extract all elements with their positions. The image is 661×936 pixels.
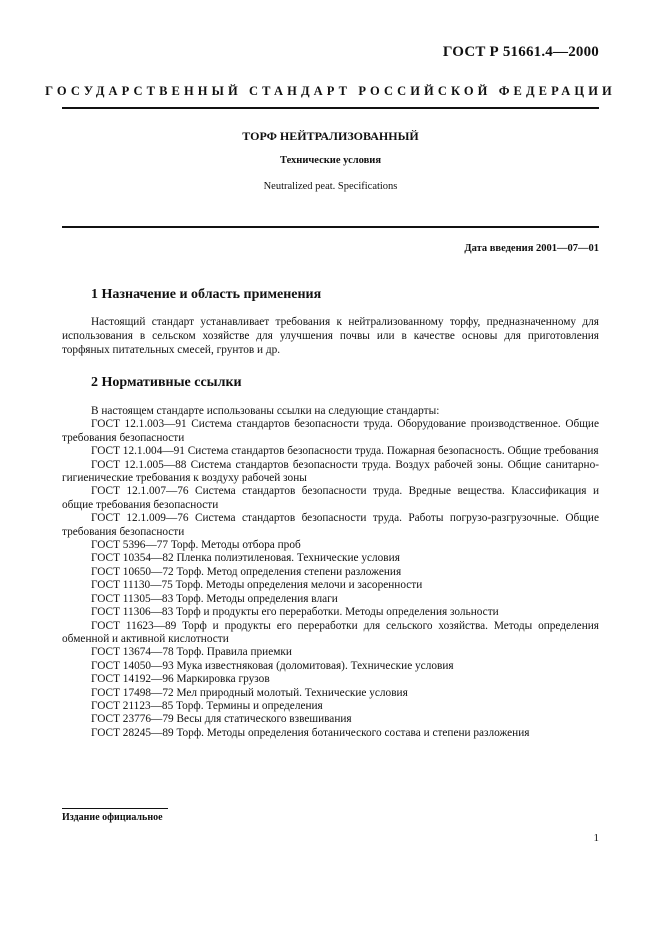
page-number: 1	[593, 832, 599, 844]
introduction-date: Дата введения 2001—07—01	[464, 243, 599, 254]
reference-item: ГОСТ 12.1.005—88 Система стандартов безопасности труда. Воздух рабочей зоны. Общие санитарно-гигиенические требования к воздуху рабочей зоны	[62, 458, 599, 485]
reference-item: ГОСТ 11130—75 Торф. Методы определения мелочи и засоренности	[91, 579, 423, 592]
reference-item: ГОСТ 14050—93 Мука известняковая (доломитовая). Технические условия	[91, 659, 454, 672]
top-divider	[62, 107, 599, 109]
document-title-english: Neutralized peat. Specifications	[263, 181, 398, 192]
reference-item: ГОСТ 13674—78 Торф. Правила приемки	[91, 646, 292, 659]
footer-divider	[62, 808, 168, 809]
section-1-heading: 1 Назначение и область применения	[91, 287, 322, 302]
reference-item: ГОСТ 14192—96 Маркировка грузов	[91, 673, 270, 686]
reference-item: ГОСТ 28245—89 Торф. Методы определения ботанического состава и степени разложения	[91, 726, 530, 739]
reference-item: ГОСТ 11305—83 Торф. Методы определения влаги	[91, 592, 338, 605]
document-subtitle: Технические условия	[279, 155, 382, 166]
reference-item: ГОСТ 23776—79 Весы для статического взвешивания	[91, 713, 352, 726]
reference-item: ГОСТ 12.1.009—76 Система стандартов безопасности труда. Работы погрузо-разгрузочные. Общие требования безопасности	[62, 512, 599, 538]
reference-item: ГОСТ 12.1.004—91 Система стандартов безопасности труда. Пожарная безопасность. Общие требования	[91, 445, 599, 458]
reference-item: ГОСТ 11623—89 Торф и продукты его переработки для сельского хозяйства. Методы определения обменной и активной кислотности	[62, 619, 599, 645]
reference-item: ГОСТ 10650—72 Торф. Метод определения степени разложения	[91, 565, 402, 578]
reference-item: ГОСТ 21123—85 Торф. Термины и определения	[91, 699, 323, 712]
references-list	[62, 405, 599, 740]
reference-item: ГОСТ 17498—72 Мел природный молотый. Технические условия	[91, 686, 408, 699]
section-1-text: Настоящий стандарт устанавливает требования к нейтрализованному торфу, предназначенному для использования в сельском хозяйстве для улучшения почвы или в качестве основы для приготовления торфяных питательных смесей, грунтов и др.	[62, 316, 599, 357]
section-2-heading: 2 Нормативные ссылки	[91, 375, 242, 390]
reference-item: ГОСТ 10354—82 Пленка полиэтиленовая. Технические условия	[91, 552, 400, 565]
reference-item: ГОСТ 5396—77 Торф. Методы отбора проб	[91, 539, 301, 552]
doc-number: ГОСТ Р 51661.4—2000	[442, 44, 599, 60]
reference-item: ГОСТ 12.1.003—91 Система стандартов безопасности труда. Оборудование производственное. Общие требования безопасности	[62, 418, 599, 444]
title-divider	[62, 226, 599, 228]
document-title: ТОРФ НЕЙТРАЛИЗОВАННЫЙ	[242, 129, 419, 143]
reference-item: ГОСТ 11306—83 Торф и продукты его переработки. Методы определения зольности	[91, 606, 499, 619]
reference-item: ГОСТ 12.1.007—76 Система стандартов безопасности труда. Вредные вещества. Классификация и общие требования безопасности	[62, 485, 599, 511]
edition-note: Издание официальное	[62, 812, 163, 823]
state-standard-banner: ГОСУДАРСТВЕННЫЙ СТАНДАРТ РОССИЙСКОЙ ФЕДЕРАЦИИ	[45, 84, 616, 98]
references-intro: В настоящем стандарте использованы ссылки на следующие стандарты:	[91, 405, 440, 417]
